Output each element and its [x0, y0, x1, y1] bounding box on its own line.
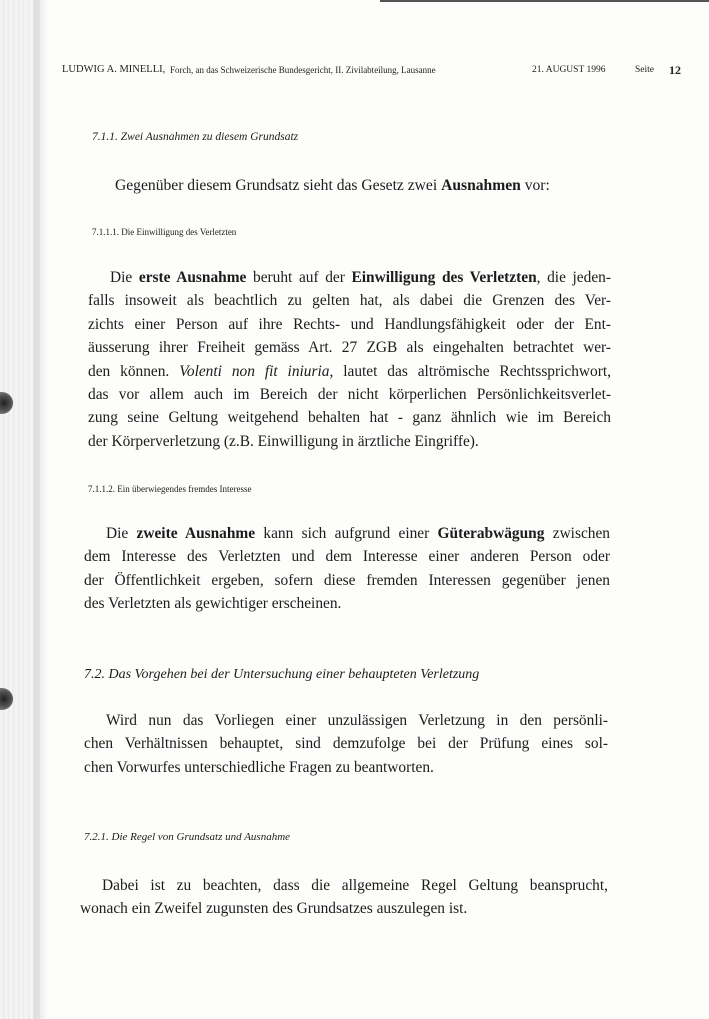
text-run-bold: erste Ausnahme: [138, 269, 247, 286]
header-date: 21. AUGUST 1996: [532, 65, 606, 75]
header-author: LUDWIG A. MINELLI,: [62, 64, 166, 75]
paragraph-line: Wird nun das Vorliegen einer unzulässigen Verletzung in den persönli-: [106, 712, 608, 729]
paragraph-zweite-ausnahme: [84, 522, 610, 616]
heading-7-1-1-1: 7.1.1.1. Die Einwilligung des Verletzten: [92, 227, 237, 237]
text-run: , die jeden-: [536, 269, 611, 286]
text-run-bold: Güterabwägung: [437, 525, 545, 542]
header-description: Forch, an das Schweizerische Bundesgericht, II. Zivilabteilung, Lausanne: [170, 65, 436, 75]
paragraph-line: chen Verhältnissen behauptet, sind demzufolge bei der Prüfung eines sol-: [84, 735, 608, 753]
text-run: lautet das altrömische Rechtssprichwort,: [333, 362, 611, 380]
paragraph-line: [88, 360, 611, 383]
paragraph-line: dem Interesse des Verletzten und dem Interesse einer anderen Person oder: [84, 548, 610, 566]
paragraph-line: chen Vorwurfes unterschiedliche Fragen zu beantworten.: [84, 758, 434, 776]
text-run: beruht auf der: [246, 269, 352, 286]
heading-7-2-1: 7.2.1. Die Regel von Grundsatz und Ausnahme: [84, 831, 291, 843]
paragraph-line: wonach ein Zweifel zugunsten des Grundsatzes auszulegen ist.: [80, 900, 468, 918]
header-page-label: Seite: [635, 65, 654, 75]
text-run: den können.: [88, 362, 180, 380]
text-run-bold: Einwilligung des Verletzten: [351, 269, 537, 286]
header-page-number: 12: [669, 63, 681, 77]
heading-7-1-1: 7.1.1. Zwei Ausnahmen zu diesem Grundsatz: [92, 131, 299, 143]
text-run-bold: zweite Ausnahme: [136, 525, 256, 542]
paragraph-line: zichts einer Person auf ihre Rechts- und Handlungsfähigkeit oder der Ent-: [88, 315, 611, 333]
text-run: vor:: [520, 177, 550, 194]
text-run-bold: Ausnahmen: [441, 177, 521, 194]
paragraph-line: zung seine Geltung weitgehend behalten hat - ganz ähnlich wie im Bereich: [88, 409, 611, 427]
text-run: kann sich aufgrund einer: [255, 525, 438, 542]
paragraph-line: [84, 522, 610, 545]
heading-7-1-1-2: 7.1.1.2. Ein überwiegendes fremdes Interesse: [88, 484, 252, 494]
paragraph-line: äusserung ihrer Freiheit gemäss Art. 27 ZGB als eingehalten betrachtet wer-: [88, 339, 611, 357]
text-run: Gegenüber diesem Grundsatz sieht das Gesetz zwei: [115, 177, 442, 194]
paragraph-vorgehen: [84, 709, 608, 779]
text-run-italic: Volenti non fit iniuria,: [179, 362, 334, 380]
paragraph-line: das vor allem auch im Bereich der nicht körperlichen Persönlichkeitsverlet-: [88, 386, 611, 404]
paragraph-erste-ausnahme: [88, 266, 611, 453]
paragraph-line: [96, 174, 616, 197]
text-run: Die: [110, 269, 139, 286]
paragraph-line: Dabei ist zu beachten, dass die allgemeine Regel Geltung beansprucht,: [102, 877, 608, 894]
text-run: Die: [106, 525, 137, 542]
text-run: zwischen: [544, 525, 611, 542]
paragraph-line: der Körperverletzung (z.B. Einwilligung in ärztliche Eingriffe).: [88, 432, 479, 450]
paragraph-regel: [80, 874, 608, 921]
scan-top-line: [380, 0, 709, 2]
paragraph-line: [88, 266, 611, 289]
scan-edge-shadow: [34, 0, 48, 1019]
paragraph-line: falls insoweit als beachtlich zu gelten hat, als dabei die Grenzen des Ver-: [88, 292, 611, 310]
paragraph-zwei-ausnahmen: [96, 174, 616, 197]
paragraph-line: der Öffentlichkeit ergeben, sofern diese fremden Interessen gegenüber jenen: [84, 571, 610, 589]
heading-7-2: 7.2. Das Vorgehen bei der Untersuchung einer behaupteten Verletzung: [84, 667, 480, 682]
paragraph-line: des Verletzten als gewichtiger erscheinen.: [84, 595, 342, 613]
